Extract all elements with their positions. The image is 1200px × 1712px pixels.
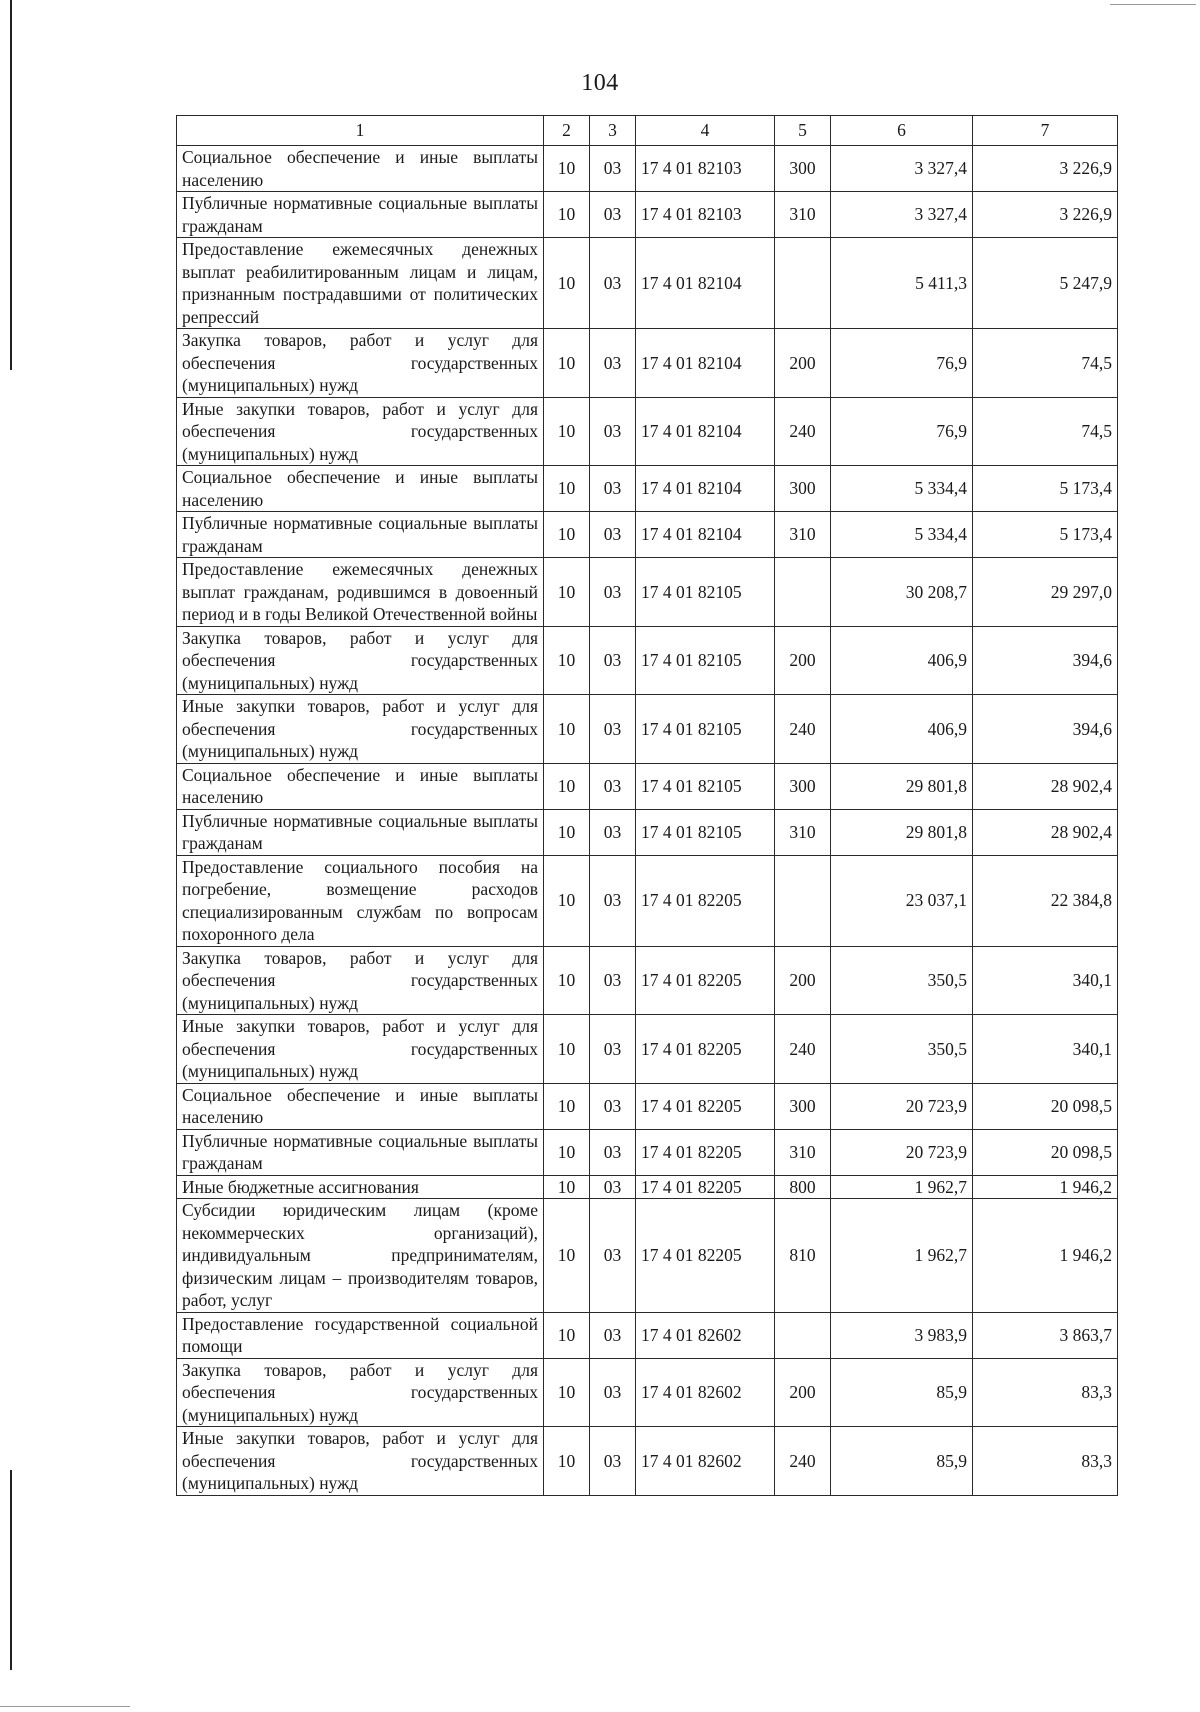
expense-type-cell: 300 [775,466,831,512]
amount-col7-cell: 20 098,5 [973,1083,1118,1129]
expense-type-cell [775,238,831,329]
section-cell: 10 [544,1129,590,1175]
row-name-cell: Публичные нормативные социальные выплаты гражданам [177,192,544,238]
table-row [177,397,1118,466]
amount-col6-cell: 350,5 [831,946,973,1015]
subsection-cell: 03 [590,1015,636,1084]
subsection-cell: 03 [590,1083,636,1129]
amount-col6-cell: 406,9 [831,626,973,695]
table-header-row [177,116,1118,146]
amount-col6-cell: 3 327,4 [831,146,973,192]
table-row [177,1083,1118,1129]
amount-col7-cell: 340,1 [973,946,1118,1015]
subsection-cell: 03 [590,192,636,238]
section-cell: 10 [544,1015,590,1084]
section-cell: 10 [544,855,590,946]
row-name-cell: Иные закупки товаров, работ и услуг для обеспечения государственных (муниципальных) нужд [177,1427,544,1496]
subsection-cell: 03 [590,238,636,329]
amount-col7-cell: 83,3 [973,1427,1118,1496]
expense-type-cell: 310 [775,512,831,558]
table-row [177,558,1118,627]
amount-col6-cell: 5 334,4 [831,512,973,558]
target-code-cell: 17 4 01 82602 [636,1427,775,1496]
amount-col7-cell: 28 902,4 [973,763,1118,809]
target-code-cell: 17 4 01 82205 [636,946,775,1015]
amount-col7-cell: 29 297,0 [973,558,1118,627]
col-header: 6 [831,116,973,146]
table-row [177,146,1118,192]
target-code-cell: 17 4 01 82105 [636,626,775,695]
row-name-cell: Публичные нормативные социальные выплаты гражданам [177,809,544,855]
target-code-cell: 17 4 01 82104 [636,512,775,558]
table-row [177,1175,1118,1199]
section-cell: 10 [544,1199,590,1313]
target-code-cell: 17 4 01 82104 [636,238,775,329]
target-code-cell: 17 4 01 82105 [636,763,775,809]
amount-col7-cell: 394,6 [973,626,1118,695]
amount-col6-cell: 350,5 [831,1015,973,1084]
table-row [177,695,1118,764]
section-cell: 10 [544,1083,590,1129]
amount-col7-cell: 83,3 [973,1358,1118,1427]
col-header: 5 [775,116,831,146]
row-name-cell: Иные закупки товаров, работ и услуг для обеспечения государственных (муниципальных) нужд [177,695,544,764]
amount-col7-cell: 3 226,9 [973,146,1118,192]
row-name-cell: Предоставление ежемесячных денежных выплат реабилитированным лицам и лицам, признанным пострадавшими от политических репрессий [177,238,544,329]
target-code-cell: 17 4 01 82602 [636,1358,775,1427]
amount-col6-cell: 406,9 [831,695,973,764]
section-cell: 10 [544,1427,590,1496]
table-row [177,1312,1118,1358]
section-cell: 10 [544,1358,590,1427]
row-name-cell: Предоставление социального пособия на погребение, возмещение расходов специализированным службам по вопросам похоронного дела [177,855,544,946]
table-row [177,763,1118,809]
target-code-cell: 17 4 01 82105 [636,695,775,764]
section-cell: 10 [544,512,590,558]
scan-edge-mark [10,0,12,370]
section-cell: 10 [544,238,590,329]
section-cell: 10 [544,192,590,238]
target-code-cell: 17 4 01 82105 [636,558,775,627]
section-cell: 10 [544,809,590,855]
table-row [177,238,1118,329]
scan-edge-mark [0,1706,130,1707]
expense-type-cell: 300 [775,146,831,192]
expense-type-cell [775,1312,831,1358]
expense-type-cell: 300 [775,1083,831,1129]
amount-col6-cell: 3 983,9 [831,1312,973,1358]
amount-col6-cell: 1 962,7 [831,1175,973,1199]
table-row [177,466,1118,512]
row-name-cell: Субсидии юридическим лицам (кроме некоммерческих организаций), индивидуальным предпринимателям, физическим лицам – производителям товаров, работ, услуг [177,1199,544,1313]
section-cell: 10 [544,1312,590,1358]
row-name-cell: Предоставление государственной социальной помощи [177,1312,544,1358]
target-code-cell: 17 4 01 82205 [636,1083,775,1129]
row-name-cell: Публичные нормативные социальные выплаты гражданам [177,1129,544,1175]
table-row [177,1199,1118,1313]
table-row [177,1427,1118,1496]
target-code-cell: 17 4 01 82104 [636,329,775,398]
subsection-cell: 03 [590,397,636,466]
target-code-cell: 17 4 01 82205 [636,855,775,946]
target-code-cell: 17 4 01 82205 [636,1199,775,1313]
table-row [177,1358,1118,1427]
amount-col6-cell: 29 801,8 [831,763,973,809]
expense-type-cell: 800 [775,1175,831,1199]
subsection-cell: 03 [590,558,636,627]
amount-col6-cell: 29 801,8 [831,809,973,855]
budget-table [176,115,1118,1496]
table-row [177,855,1118,946]
subsection-cell: 03 [590,695,636,764]
row-name-cell: Публичные нормативные социальные выплаты гражданам [177,512,544,558]
subsection-cell: 03 [590,763,636,809]
target-code-cell: 17 4 01 82104 [636,397,775,466]
subsection-cell: 03 [590,626,636,695]
table-row [177,626,1118,695]
amount-col7-cell: 340,1 [973,1015,1118,1084]
target-code-cell: 17 4 01 82104 [636,466,775,512]
expense-type-cell: 200 [775,946,831,1015]
page-number: 104 [581,70,619,96]
target-code-cell: 17 4 01 82602 [636,1312,775,1358]
amount-col7-cell: 20 098,5 [973,1129,1118,1175]
subsection-cell: 03 [590,855,636,946]
table-row [177,1015,1118,1084]
amount-col6-cell: 30 208,7 [831,558,973,627]
scan-edge-mark [10,1470,12,1670]
expense-type-cell: 200 [775,329,831,398]
amount-col7-cell: 5 173,4 [973,466,1118,512]
subsection-cell: 03 [590,466,636,512]
subsection-cell: 03 [590,146,636,192]
row-name-cell: Социальное обеспечение и иные выплаты населению [177,763,544,809]
row-name-cell: Социальное обеспечение и иные выплаты населению [177,146,544,192]
subsection-cell: 03 [590,1175,636,1199]
subsection-cell: 03 [590,1129,636,1175]
table-row [177,1129,1118,1175]
expense-type-cell: 240 [775,1015,831,1084]
target-code-cell: 17 4 01 82103 [636,146,775,192]
row-name-cell: Закупка товаров, работ и услуг для обеспечения государственных (муниципальных) нужд [177,329,544,398]
amount-col6-cell: 85,9 [831,1427,973,1496]
table-row [177,329,1118,398]
table-row [177,512,1118,558]
section-cell: 10 [544,626,590,695]
col-header: 2 [544,116,590,146]
expense-type-cell: 810 [775,1199,831,1313]
section-cell: 10 [544,695,590,764]
expense-type-cell: 200 [775,1358,831,1427]
subsection-cell: 03 [590,512,636,558]
amount-col7-cell: 1 946,2 [973,1175,1118,1199]
row-name-cell: Закупка товаров, работ и услуг для обеспечения государственных (муниципальных) нужд [177,1358,544,1427]
expense-type-cell [775,558,831,627]
expense-type-cell [775,855,831,946]
expense-type-cell: 240 [775,1427,831,1496]
amount-col7-cell: 5 247,9 [973,238,1118,329]
subsection-cell: 03 [590,809,636,855]
subsection-cell: 03 [590,329,636,398]
row-name-cell: Предоставление ежемесячных денежных выплат гражданам, родившимся в довоенный период и в годы Великой Отечественной войны [177,558,544,627]
section-cell: 10 [544,329,590,398]
expense-type-cell: 200 [775,626,831,695]
scan-edge-mark [1110,4,1196,5]
subsection-cell: 03 [590,946,636,1015]
amount-col7-cell: 394,6 [973,695,1118,764]
amount-col6-cell: 1 962,7 [831,1199,973,1313]
amount-col6-cell: 85,9 [831,1358,973,1427]
expense-type-cell: 310 [775,809,831,855]
target-code-cell: 17 4 01 82105 [636,809,775,855]
amount-col6-cell: 3 327,4 [831,192,973,238]
amount-col7-cell: 3 863,7 [973,1312,1118,1358]
section-cell: 10 [544,763,590,809]
amount-col6-cell: 5 334,4 [831,466,973,512]
row-name-cell: Социальное обеспечение и иные выплаты населению [177,1083,544,1129]
row-name-cell: Социальное обеспечение и иные выплаты населению [177,466,544,512]
row-name-cell: Закупка товаров, работ и услуг для обеспечения государственных (муниципальных) нужд [177,626,544,695]
expense-type-cell: 310 [775,1129,831,1175]
amount-col7-cell: 28 902,4 [973,809,1118,855]
col-header: 1 [177,116,544,146]
table-row [177,192,1118,238]
table-row [177,946,1118,1015]
amount-col7-cell: 74,5 [973,397,1118,466]
amount-col7-cell: 1 946,2 [973,1199,1118,1313]
expense-type-cell: 240 [775,397,831,466]
amount-col7-cell: 74,5 [973,329,1118,398]
row-name-cell: Иные закупки товаров, работ и услуг для обеспечения государственных (муниципальных) нужд [177,1015,544,1084]
table-row [177,809,1118,855]
amount-col6-cell: 76,9 [831,397,973,466]
target-code-cell: 17 4 01 82205 [636,1015,775,1084]
subsection-cell: 03 [590,1427,636,1496]
amount-col6-cell: 23 037,1 [831,855,973,946]
row-name-cell: Иные закупки товаров, работ и услуг для обеспечения государственных (муниципальных) нужд [177,397,544,466]
row-name-cell: Закупка товаров, работ и услуг для обеспечения государственных (муниципальных) нужд [177,946,544,1015]
section-cell: 10 [544,466,590,512]
amount-col7-cell: 22 384,8 [973,855,1118,946]
section-cell: 10 [544,397,590,466]
expense-type-cell: 240 [775,695,831,764]
amount-col6-cell: 76,9 [831,329,973,398]
section-cell: 10 [544,558,590,627]
subsection-cell: 03 [590,1358,636,1427]
target-code-cell: 17 4 01 82205 [636,1175,775,1199]
expense-type-cell: 310 [775,192,831,238]
target-code-cell: 17 4 01 82103 [636,192,775,238]
subsection-cell: 03 [590,1312,636,1358]
amount-col7-cell: 5 173,4 [973,512,1118,558]
section-cell: 10 [544,146,590,192]
col-header: 3 [590,116,636,146]
row-name-cell: Иные бюджетные ассигнования [177,1175,544,1199]
amount-col6-cell: 5 411,3 [831,238,973,329]
col-header: 7 [973,116,1118,146]
section-cell: 10 [544,946,590,1015]
target-code-cell: 17 4 01 82205 [636,1129,775,1175]
expense-type-cell: 300 [775,763,831,809]
amount-col6-cell: 20 723,9 [831,1083,973,1129]
col-header: 4 [636,116,775,146]
subsection-cell: 03 [590,1199,636,1313]
amount-col7-cell: 3 226,9 [973,192,1118,238]
amount-col6-cell: 20 723,9 [831,1129,973,1175]
section-cell: 10 [544,1175,590,1199]
